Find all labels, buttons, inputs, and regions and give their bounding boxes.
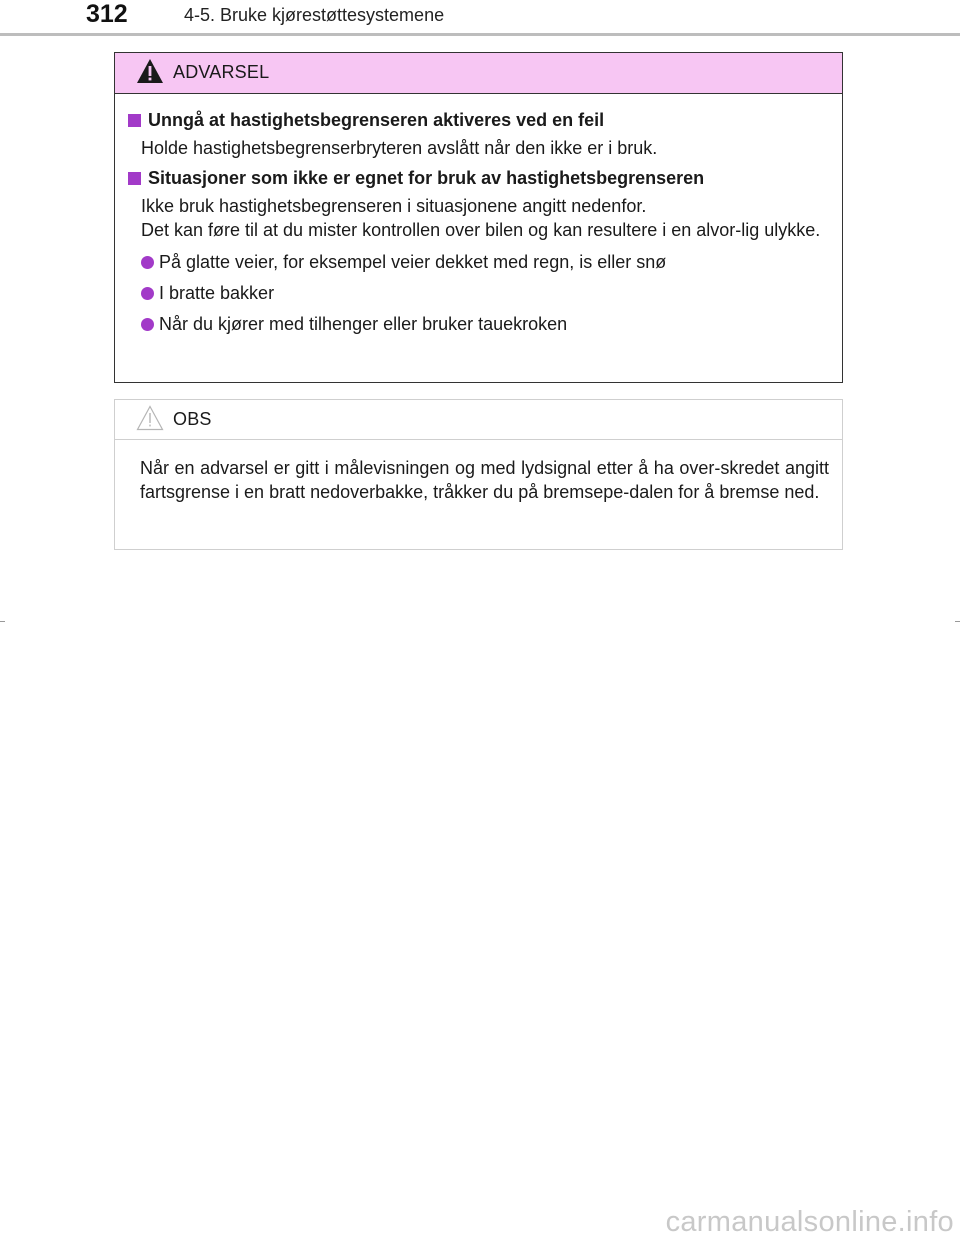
warning-item-heading: Unngå at hastighetsbegrenseren aktiveres ved en feil [148,110,605,130]
warning-item-text-line: Ikke bruk hastighetsbegrenseren i situasjonene angitt nedenfor. [141,196,647,216]
warning-triangle-outline-icon [136,405,164,431]
bullet-text: På glatte veier, for eksempel veier dekket med regn, is eller snø [159,252,667,272]
crop-mark-right [955,621,960,622]
warning-item-heading: Situasjoner som ikke er egnet for bruk av hastighetsbegrenseren [148,168,705,188]
bullet-item [128,250,830,274]
warning-box [114,52,843,383]
warning-body [115,94,842,336]
notice-header [115,400,842,440]
page-number: 312 [86,0,128,28]
warning-item-text: Holde hastighetsbegrenserbryteren avslått når den ikke er i bruk. [141,138,658,158]
square-bullet-icon [128,114,141,127]
bullet-text: Når du kjører med tilhenger eller bruker tauekroken [159,314,568,334]
notice-box [114,399,843,550]
watermark: carmanualsonline.info [665,1206,954,1238]
bullet-item [128,312,830,336]
bullet-item [128,281,830,305]
circle-bullet-icon [141,256,154,269]
section-title: 4-5. Bruke kjørestøttesystemene [184,5,445,25]
header-divider [0,33,960,36]
warning-item-text-line: Det kan føre til at du mister kontrollen over bilen og kan resultere i en alvor-lig ulykke. [141,220,821,240]
notice-text: Når en advarsel er gitt i målevisningen og med lydsignal etter å ha over-skredet angitt fartsgrense i en bratt nedoverbakke, tråkker du på bremsepe-dalen for å bremse ned. [140,458,829,502]
warning-item [128,108,830,160]
warning-item-text [128,194,830,242]
circle-bullet-icon [141,318,154,331]
warning-title: ADVARSEL [173,62,270,82]
notice-title: OBS [173,409,212,429]
bullet-text: I bratte bakker [159,283,275,303]
warning-item [128,166,830,242]
circle-bullet-icon [141,287,154,300]
square-bullet-icon [128,172,141,185]
crop-mark-left [0,621,5,622]
warning-triangle-filled-icon [136,58,164,84]
warning-header [115,53,842,94]
